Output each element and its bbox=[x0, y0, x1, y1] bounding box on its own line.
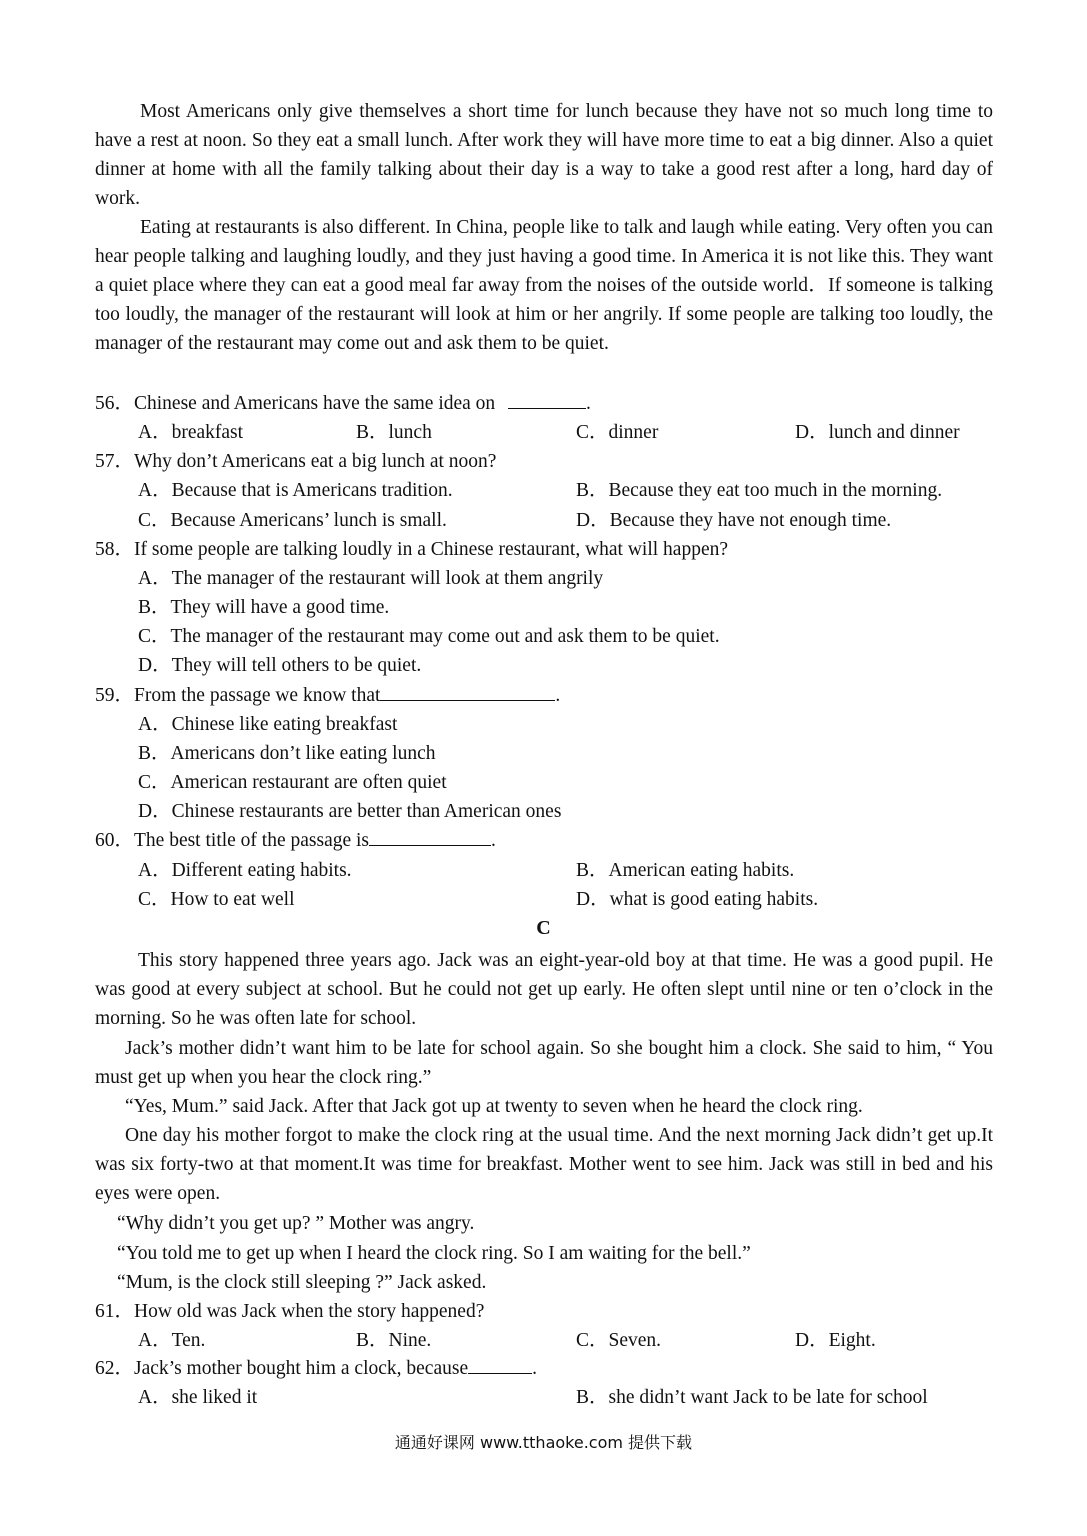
option-60-d: D．what is good eating habits. bbox=[576, 889, 819, 910]
option-57-d: D．Because they have not enough time. bbox=[576, 510, 892, 531]
option-58-a: A．The manager of the restaurant will look at them angrily bbox=[138, 568, 604, 589]
passage-c-paragraph-7: “Mum, is the clock still sleeping ?” Jack asked. bbox=[117, 1272, 487, 1293]
option-58-b: B．They will have a good time. bbox=[138, 597, 390, 618]
passage-c-paragraph-5: “Why didn’t you get up? ” Mother was angry. bbox=[117, 1213, 475, 1234]
option-57-c: C．Because Americans’ lunch is small. bbox=[138, 510, 447, 531]
answer-blank bbox=[468, 1357, 532, 1374]
question-stem: 59．From the passage we know that bbox=[95, 685, 381, 706]
section-c-heading: C bbox=[536, 917, 551, 939]
option-57-b: B．Because they eat too much in the morning. bbox=[576, 480, 943, 501]
passage-c-paragraph-1: This story happened three years ago. Jack was an eight-year-old boy at that time. He was a good pupil. He was good at every subject at school. But he could not get up early. He often slept until nine or ten o’clock in the morning. So he was often late for school. bbox=[95, 950, 993, 1030]
passage-c-paragraph-2: Jack’s mother didn’t want him to be late for school again. So she bought him a clock. She said to him, “ You must get up when you hear the clock ring.” bbox=[95, 1038, 993, 1089]
passage-c-paragraph-3: “Yes, Mum.” said Jack. After that Jack got up at twenty to seven when he heard the clock ring. bbox=[125, 1096, 863, 1117]
question-59 bbox=[95, 681, 560, 710]
passage-b-paragraph-2: Eating at restaurants is also different. In China, people like to talk and laugh while eating. Very often you can hear people talking and laughing loudly, and they just having a good time. In America it is not like this. They want a quiet place where they can eat a good meal far away from the noises of the outside world．If someone is talking too loudly, the manager of the restaurant will look at him or her angrily. If some people are talking too loudly, the manager of the restaurant may come out and ask them to be quiet. bbox=[95, 217, 993, 355]
answer-blank bbox=[369, 829, 491, 846]
answer-blank bbox=[380, 684, 555, 701]
question-62 bbox=[95, 1354, 537, 1383]
option-58-d: D．They will tell others to be quiet. bbox=[138, 655, 422, 676]
question-stem: 60．The best title of the passage is bbox=[95, 830, 370, 851]
question-stem: 62．Jack’s mother bought him a clock, because bbox=[95, 1358, 469, 1379]
passage-c-paragraph-4: One day his mother forgot to make the clock ring at the usual time. And the next morning Jack didn’t get up.It was six forty-two at that moment.It was time for breakfast. Mother went to see him. Jack was still in bed and his eyes were open. bbox=[95, 1125, 993, 1205]
question-58: 58．If some people are talking loudly in a Chinese restaurant, what will happen? bbox=[95, 539, 729, 560]
question-tail: . bbox=[532, 1358, 537, 1379]
question-tail: . bbox=[555, 685, 561, 706]
option-62-b: B．she didn’t want Jack to be late for school bbox=[576, 1387, 928, 1408]
option-59-a: A．Chinese like eating breakfast bbox=[138, 714, 398, 735]
answer-blank bbox=[508, 392, 586, 409]
option-59-b: B．Americans don’t like eating lunch bbox=[138, 743, 436, 764]
option-59-c: C．American restaurant are often quiet bbox=[138, 772, 447, 793]
option-59-d: D．Chinese restaurants are better than American ones bbox=[138, 801, 562, 822]
page-footer: 通通好课网 www.tthaoke.com 提供下载 bbox=[394, 1433, 693, 1452]
option-60-b: B．American eating habits. bbox=[576, 860, 795, 881]
question-60 bbox=[95, 826, 496, 855]
question-tail: . bbox=[586, 393, 591, 414]
option-61-b: B．Nine. bbox=[356, 1330, 432, 1351]
option-61-d: D．Eight. bbox=[795, 1330, 876, 1351]
option-58-c: C．The manager of the restaurant may come out and ask them to be quiet. bbox=[138, 626, 720, 647]
option-56-d: D．lunch and dinner bbox=[795, 422, 960, 443]
option-60-a: A．Different eating habits. bbox=[138, 860, 352, 881]
option-57-a: A．Because that is Americans tradition. bbox=[138, 480, 453, 501]
option-61-c: C．Seven. bbox=[576, 1330, 662, 1351]
option-62-a: A．she liked it bbox=[138, 1387, 258, 1408]
question-57: 57．Why don’t Americans eat a big lunch at noon? bbox=[95, 451, 497, 472]
question-tail: . bbox=[491, 830, 496, 851]
option-60-c: C．How to eat well bbox=[138, 889, 295, 910]
option-56-a: A．breakfast bbox=[138, 422, 244, 443]
passage-b-paragraph-1: Most Americans only give themselves a short time for lunch because they have not so much long time to have a rest at noon. So they eat a small lunch. After work they will have more time to eat a big dinner. Also a quiet dinner at home with all the family talking about their day is a way to take a good rest after a long, hard day of work. bbox=[95, 101, 993, 210]
question-stem: 56．Chinese and Americans have the same idea on bbox=[95, 393, 496, 414]
question-61: 61．How old was Jack when the story happened? bbox=[95, 1301, 485, 1322]
option-56-b: B．lunch bbox=[356, 422, 432, 443]
passage-c-paragraph-6: “You told me to get up when I heard the clock ring. So I am waiting for the bell.” bbox=[117, 1243, 751, 1264]
option-61-a: A．Ten. bbox=[138, 1330, 206, 1351]
option-56-c: C．dinner bbox=[576, 422, 659, 443]
question-56 bbox=[95, 389, 591, 418]
